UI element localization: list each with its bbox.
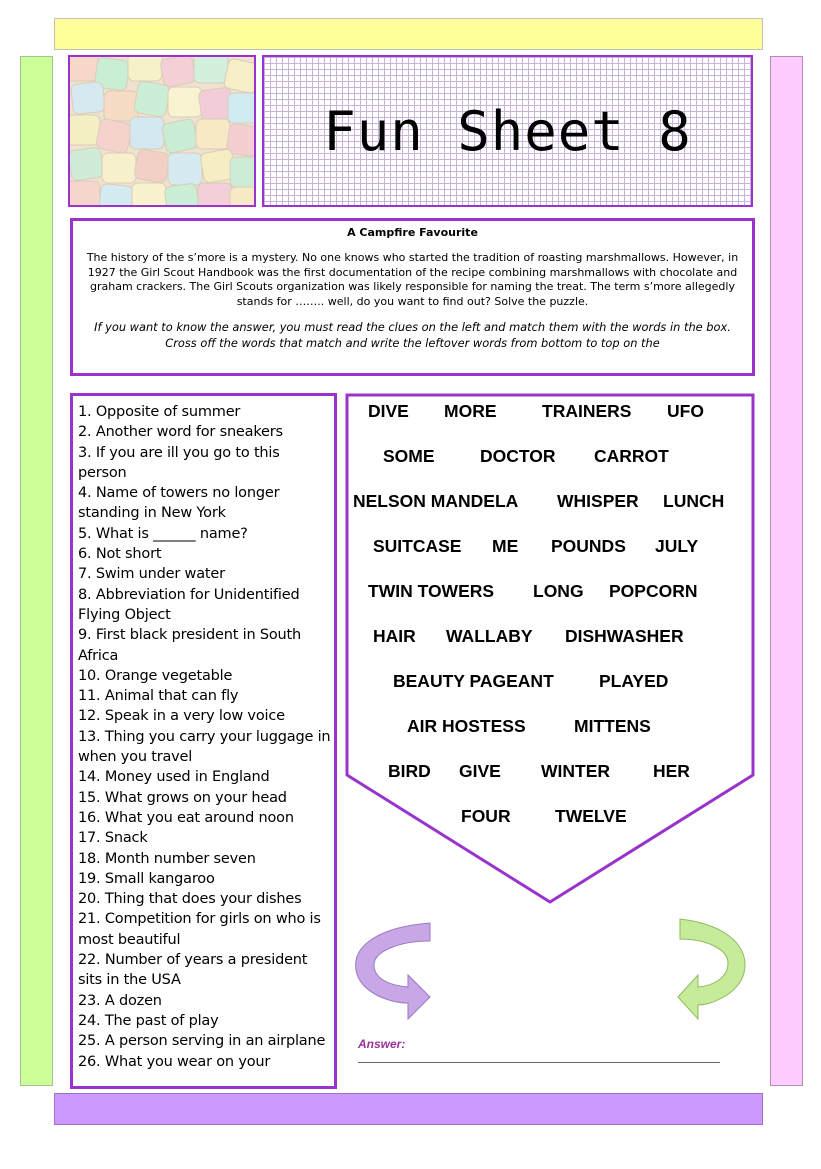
word-item: SUITCASE [373, 536, 462, 556]
clues-list [70, 393, 337, 1089]
clue-item: 9. First black president in South Africa [78, 627, 301, 664]
word-item: POUNDS [551, 536, 626, 556]
intro-box [70, 218, 755, 376]
word-item: DOCTOR [480, 446, 556, 466]
word-item: FOUR [461, 806, 511, 826]
word-item: JULY [655, 536, 699, 556]
clue-item: 3. If you are ill you go to this person [78, 444, 280, 481]
clue-item: 24. The past of play [78, 1012, 219, 1029]
clue-item: 15. What grows on your head [78, 789, 287, 806]
word-item: HER [653, 761, 690, 781]
clue-item: 26. What you wear on your [78, 1053, 271, 1070]
word-item: TWIN TOWERS [368, 581, 495, 601]
clue-item: 11. Animal that can fly [78, 688, 239, 705]
clue-item: 22. Number of years a president sits in the USA [78, 952, 308, 989]
word-item: ME [492, 536, 519, 556]
clue-item: 19. Small kangaroo [78, 870, 215, 887]
curved-arrow-right-icon [678, 919, 745, 1019]
word-item: WHISPER [557, 491, 639, 511]
word-item: AIR HOSTESS [407, 716, 526, 736]
clue-item: 4. Name of towers no longer standing in New York [78, 485, 280, 522]
word-item: PLAYED [599, 671, 669, 691]
clue-item: 6. Not short [78, 546, 162, 563]
title-box [262, 55, 753, 207]
clue-item: 8. Abbreviation for Unidentified Flying Object [78, 586, 300, 623]
right-decor-bar [770, 56, 803, 1086]
clue-item: 14. Money used in England [78, 769, 270, 786]
word-item: MORE [444, 401, 497, 421]
word-item: LUNCH [663, 491, 725, 511]
bottom-decor-bar [54, 1093, 763, 1125]
clue-item: 18. Month number seven [78, 850, 256, 867]
word-item: DISHWASHER [565, 626, 684, 646]
answer-label: Answer: [358, 1037, 406, 1051]
clue-item: 10. Orange vegetable [78, 667, 233, 684]
clue-item: 25. A person serving in an airplane [78, 1033, 326, 1050]
clue-item: 23. A dozen [78, 992, 162, 1009]
word-item: LONG [533, 581, 584, 601]
clue-item: 13. Thing you carry your luggage in when you travel [78, 728, 331, 766]
clue-item: 20. Thing that does your dishes [78, 891, 302, 908]
word-box-frame [345, 393, 755, 905]
left-decor-bar [20, 56, 53, 1086]
word-box [345, 393, 755, 905]
intro-heading: A Campfire Favourite [347, 226, 478, 239]
clue-item: 21. Competition for girls on who is most beautiful [78, 911, 321, 948]
clue-item: 7. Swim under water [78, 566, 225, 583]
clue-item: 5. What is ______ name? [78, 525, 248, 542]
word-item: WINTER [541, 761, 611, 781]
word-item: CARROT [594, 446, 669, 466]
word-item: DIVE [368, 401, 409, 421]
clue-item: 2. Another word for sneakers [78, 424, 283, 441]
word-item: TRAINERS [542, 401, 632, 421]
intro-history: The history of the s’more is a mystery. No one knows who started the tradition of roasting marshmallows. However, in 1927 the Girl Scout Handbook was the first documentation of the recipe combining marshmallows with chocolate and graham crackers. The Girl Scouts organization was likely responsible for naming the treat. The term s’more allegedly stands for …….. well, do you want to find out? Solve the puzzle. [86, 251, 739, 308]
clue-item: 17. Snack [78, 830, 148, 847]
clue-item: 12. Speak in a very low voice [78, 708, 285, 725]
intro-instructions: If you want to know the answer, you must read the clues on the left and match them with the words in the box. Cross off the words that match and write the leftover words from bottom to top on the [94, 320, 731, 350]
marshmallow-image [68, 55, 256, 207]
word-item: POPCORN [609, 581, 698, 601]
word-item: WALLABY [446, 626, 533, 646]
clue-item: 1. Opposite of summer [78, 404, 241, 420]
word-item: MITTENS [574, 716, 651, 736]
page-title: Fun Sheet 8 [323, 99, 692, 163]
curved-arrow-left-icon [356, 923, 430, 1019]
word-item: NELSON MANDELA [353, 491, 519, 511]
word-item: TWELVE [555, 806, 627, 826]
word-item: BIRD [388, 761, 431, 781]
word-item: HAIR [373, 626, 416, 646]
word-item: GIVE [459, 761, 501, 781]
top-decor-bar [54, 18, 763, 50]
word-item: SOME [383, 446, 435, 466]
clue-item: 16. What you eat around noon [78, 809, 294, 826]
answer-line[interactable] [358, 1062, 720, 1063]
word-item: BEAUTY PAGEANT [393, 671, 554, 691]
arrow-decor [350, 915, 750, 1025]
word-item: UFO [667, 401, 704, 421]
